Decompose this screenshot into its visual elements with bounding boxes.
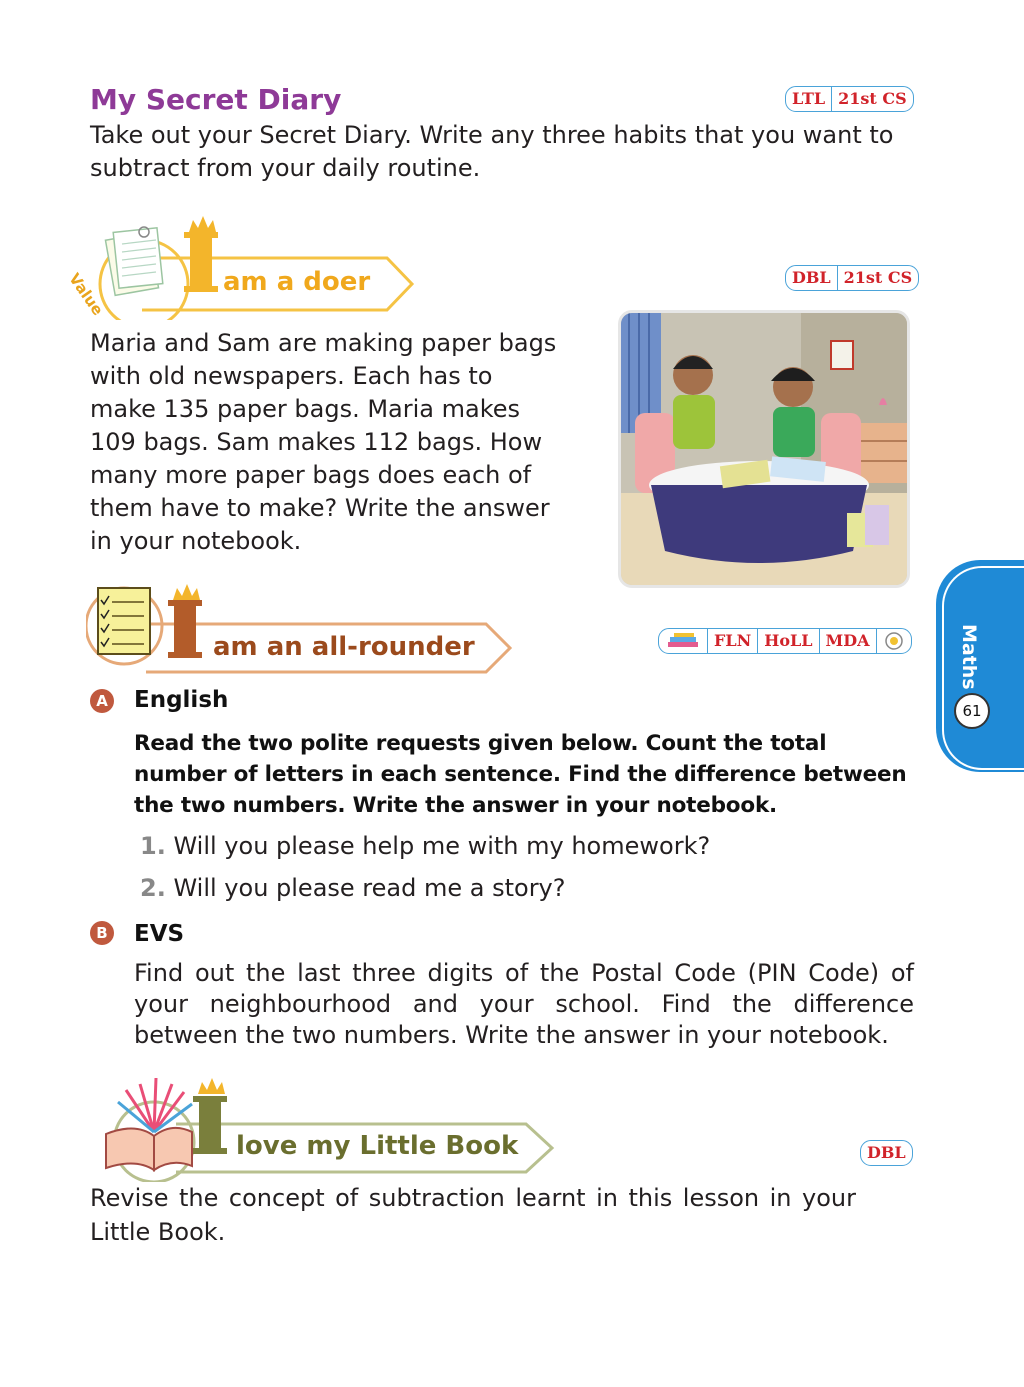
list-number: 1.	[140, 832, 166, 860]
tag-holl: HoLL	[758, 629, 819, 653]
section-letter-a: A	[90, 689, 114, 713]
list-number: 2.	[140, 874, 166, 902]
list-item	[140, 830, 710, 863]
tag-21st-cs: 21st CS	[843, 268, 913, 287]
little-book-banner	[96, 1072, 566, 1182]
doer-text: Maria and Sam are making paper bags with old newspapers. Each has to make 135 paper bags. Maria makes 109 bags. Sam makes 112 bags. How many more paper bags does each of them have to make? Write the answer in your notebook.	[90, 329, 557, 555]
paper-bags-illustration	[618, 310, 910, 588]
doer-banner	[65, 210, 422, 320]
section-letter-b: B	[90, 921, 114, 945]
subject-label: Maths	[958, 624, 980, 690]
evs-title: EVS	[134, 921, 185, 947]
tag-21st-cs: 21st CS	[838, 89, 907, 108]
allrounder-tags	[658, 628, 912, 654]
books-icon	[659, 629, 708, 653]
allrounder-banner	[86, 578, 516, 678]
list-item	[140, 872, 566, 905]
little-book-banner-label: love my Little Book	[236, 1131, 519, 1161]
value-side-label: Value	[65, 270, 107, 319]
evs-text: Find out the last three digits of the Postal Code (PIN Code) of your neighbourhood and your school. Find the difference between the two numbers. Write the answer in your notebook.	[134, 959, 914, 1049]
secret-diary-tags	[785, 86, 914, 112]
english-instruction: Read the two polite requests given below. Count the total number of letters in each sentence. Find the difference between the two numbers. Write the answer in your notebook.	[134, 731, 907, 818]
secret-diary-title: My Secret Diary	[90, 83, 342, 116]
subject-side-tab	[936, 560, 1024, 772]
crown-icon	[198, 1078, 225, 1094]
little-book-tags	[860, 1140, 913, 1166]
list-text: Will you please read me a story?	[173, 874, 566, 902]
little-book-text: Revise the concept of subtraction learnt in this lesson in your Little Book.	[90, 1184, 856, 1246]
checklist-icon	[98, 588, 150, 654]
tag-mda: MDA	[820, 629, 877, 653]
allrounder-banner-label: am an all-rounder	[213, 632, 475, 662]
doer-banner-graphic	[82, 210, 422, 320]
english-title: English	[134, 687, 229, 713]
tag-ltl: LTL	[786, 87, 832, 111]
allrounder-banner-graphic	[86, 578, 516, 678]
crown-icon	[173, 584, 200, 600]
notepad-icon	[105, 227, 162, 295]
children-making-bags-image	[621, 313, 907, 585]
list-text: Will you please help me with my homework?	[173, 832, 711, 860]
secret-diary-text: Take out your Secret Diary. Write any three habits that you want to subtract from your daily routine.	[90, 121, 894, 182]
page-number: 61	[954, 693, 990, 729]
doer-banner-label: am a doer	[223, 267, 371, 297]
sdg-badge-icon	[877, 629, 911, 653]
tag-dbl: DBL	[867, 1143, 906, 1162]
tag-dbl: DBL	[786, 266, 838, 290]
tag-fln: FLN	[708, 629, 758, 653]
crown-icon	[189, 216, 216, 232]
little-book-banner-graphic	[96, 1072, 566, 1182]
doer-tags	[785, 265, 919, 291]
